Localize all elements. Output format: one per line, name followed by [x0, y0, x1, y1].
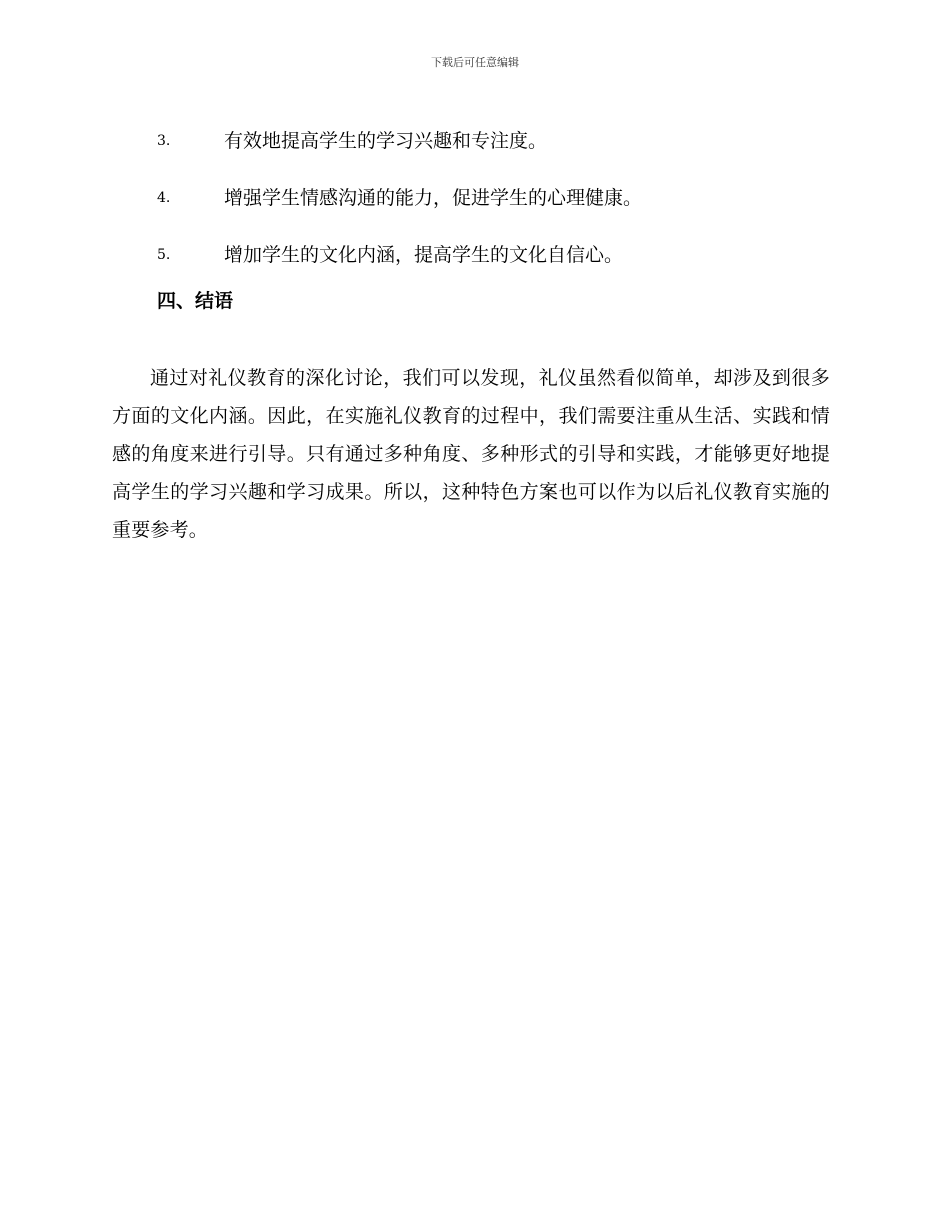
list-item: [157, 226, 837, 283]
list-item-number: 5.: [157, 246, 171, 263]
list-item-number: 3.: [157, 132, 171, 149]
conclusion-paragraph: 通过对礼仪教育的深化讨论，我们可以发现，礼仪虽然看似简单，却涉及到很多方面的文化内涵。因此，在实施礼仪教育的过程中，我们需要注重从生活、实践和情感的角度来进行引导。只有通过多种角度、多种形式的引导和实践，才能够更好地提高学生的学习兴趣和学习成果。所以，这种特色方案也可以作为以后礼仪教育实施的重要参考。: [112, 367, 830, 541]
section-heading: 四、结语: [157, 290, 234, 312]
list-item-text: 增加学生的文化内涵，提高学生的文化自信心。: [224, 243, 624, 266]
header-note: 下载后可任意编辑: [431, 56, 519, 69]
list-item-text: 增强学生情感沟通的能力，促进学生的心理健康。: [224, 186, 643, 209]
list-item: [157, 112, 837, 169]
list-item-text: 有效地提高学生的学习兴趣和专注度。: [224, 129, 548, 152]
list-item-number: 4.: [157, 189, 171, 206]
numbered-list: [157, 112, 837, 283]
list-item: [157, 169, 837, 226]
